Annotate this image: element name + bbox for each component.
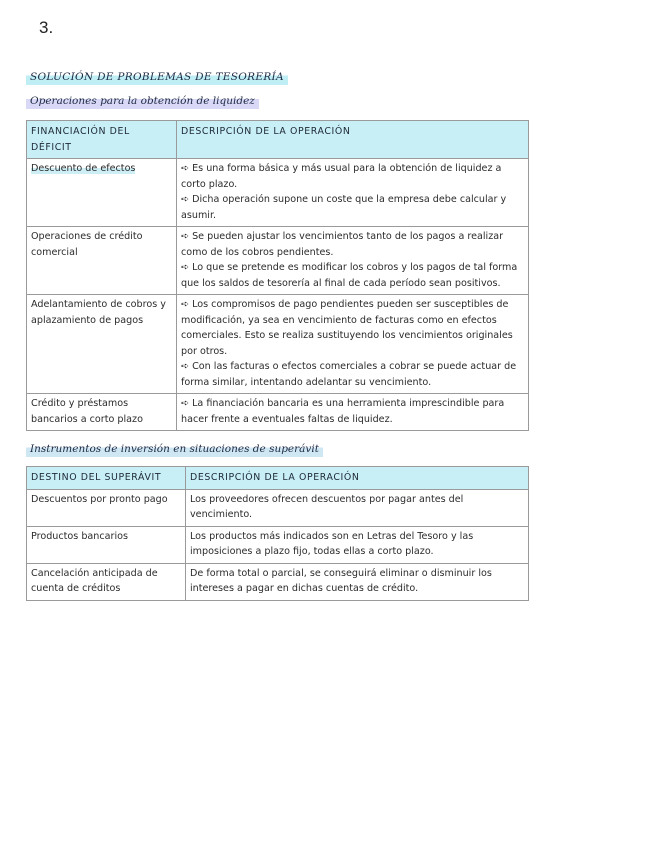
column-header: DESCRIPCIÓN DE LA OPERACIÓN — [186, 467, 529, 490]
column-header: DESCRIPCIÓN DE LA OPERACIÓN — [177, 121, 529, 159]
row-label: Operaciones de crédito comercial — [27, 227, 177, 295]
row-label: Adelantamiento de cobros y aplazamiento de pagos — [27, 295, 177, 394]
row-label: Productos bancarios — [27, 526, 186, 563]
table-row — [27, 526, 529, 563]
column-header: DESTINO DEL SUPERÁVIT — [27, 467, 186, 490]
table-row — [27, 489, 529, 526]
row-label: Cancelación anticipada de cuenta de créditos — [27, 563, 186, 600]
column-header: FINANCIACIÓN DEL DÉFICIT — [27, 121, 177, 159]
table-row — [27, 394, 529, 431]
main-title: SOLUCIÓN DE PROBLEMAS DE TESORERÍA — [26, 70, 288, 85]
table-row — [27, 227, 529, 295]
row-description: ➪ Es una forma básica y más usual para la obtención de liquidez a corto plazo. ➪ Dicha operación supone un coste que la empresa debe calcular y asumir. — [177, 159, 529, 227]
row-description: De forma total o parcial, se conseguirá eliminar o disminuir los intereses a pagar en dichas cuentas de crédito. — [186, 563, 529, 600]
page-number: 3. — [39, 18, 54, 37]
row-description: Los proveedores ofrecen descuentos por pagar antes del vencimiento. — [186, 489, 529, 526]
investment-table — [26, 466, 529, 601]
row-description: Los productos más indicados son en Letras del Tesoro y las imposiciones a plazo fijo, todas ellas a corto plazo. — [186, 526, 529, 563]
table-header-row — [27, 121, 529, 159]
row-description: ➪ Los compromisos de pago pendientes pueden ser susceptibles de modificación, ya sea en vencimiento de facturas como en efectos comerciales. Esto se realiza sustituyendo los vencimientos originales por otros. ➪ Con las facturas o efectos comerciales a cobrar se puede actuar de forma similar, intentando adelantar su vencimiento. — [177, 295, 529, 394]
section-title-investment: Instrumentos de inversión en situaciones de superávit — [26, 442, 323, 457]
financing-table — [26, 120, 529, 431]
table-row — [27, 563, 529, 600]
table-header-row — [27, 467, 529, 490]
row-label: Descuento de efectos — [27, 159, 177, 227]
row-label: Descuentos por pronto pago — [27, 489, 186, 526]
row-description: ➪ Se pueden ajustar los vencimientos tanto de los pagos a realizar como de los cobros pendientes. ➪ Lo que se pretende es modificar los cobros y los pagos de tal forma que los saldos de tesorería al final de cada período sean positivos. — [177, 227, 529, 295]
row-label: Crédito y préstamos bancarios a corto plazo — [27, 394, 177, 431]
table-row — [27, 159, 529, 227]
row-description: ➪ La financiación bancaria es una herramienta imprescindible para hacer frente a eventuales faltas de liquidez. — [177, 394, 529, 431]
section-title-liquidity: Operaciones para la obtención de liquidez — [26, 94, 259, 109]
table-row — [27, 295, 529, 394]
